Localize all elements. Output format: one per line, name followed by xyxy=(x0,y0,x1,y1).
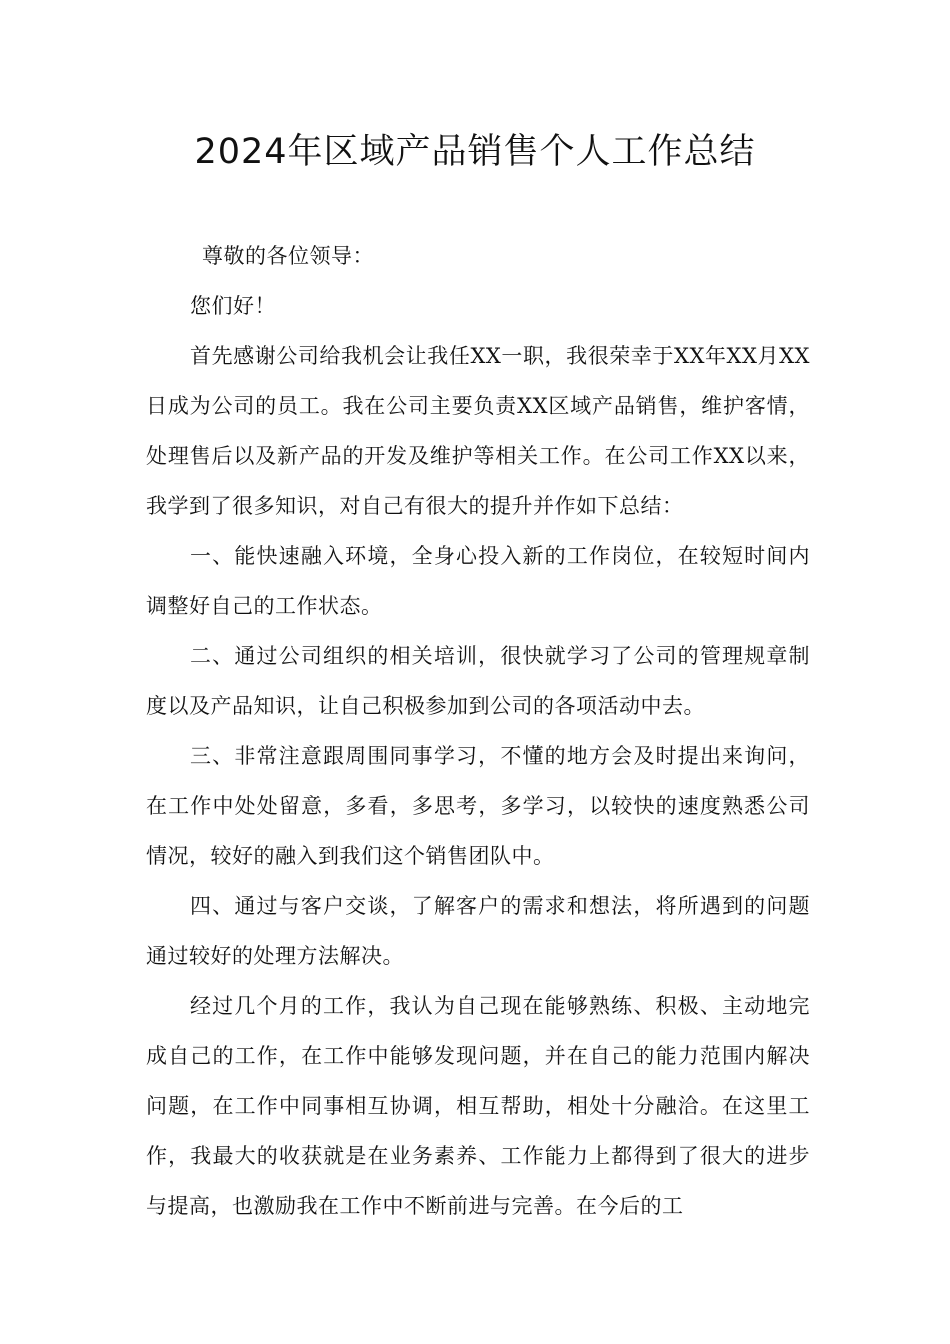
paragraph-point-2: 二、通过公司组织的相关培训，很快就学习了公司的管理规章制度以及产品知识，让自己积极参加到公司的各项活动中去。 xyxy=(146,644,810,718)
paragraph-point-1: 一、能快速融入环境，全身心投入新的工作岗位，在较短时间内调整好自己的工作状态。 xyxy=(146,544,810,618)
document-body xyxy=(146,231,810,1231)
paragraph-point-4: 四、通过与客户交谈，了解客户的需求和想法，将所遇到的问题通过较好的处理方法解决。 xyxy=(146,894,810,968)
paragraph-intro: 首先感谢公司给我机会让我任XX一职，我很荣幸于XX年XX月XX日成为公司的员工。我在公司主要负责XX区域产品销售，维护客情，处理售后以及新产品的开发及维护等相关工作。在公司工作XX以来，我学到了很多知识，对自己有很大的提升并作如下总结： xyxy=(146,344,810,518)
paragraph-conclusion: 经过几个月的工作，我认为自己现在能够熟练、积极、主动地完成自己的工作，在工作中能够发现问题，并在自己的能力范围内解决问题，在工作中同事相互协调，相互帮助，相处十分融洽。在这里工作，我最大的收获就是在业务素养、工作能力上都得到了很大的进步与提高，也激励我在工作中不断前进与完善。在今后的工 xyxy=(146,994,810,1218)
salutation: 尊敬的各位领导： xyxy=(202,244,374,268)
document-title: 2024年区域产品销售个人工作总结 xyxy=(194,132,756,172)
paragraph-point-3: 三、非常注意跟周围同事学习，不懂的地方会及时提出来询问，在工作中处处留意，多看，多思考，多学习，以较快的速度熟悉公司情况，较好的融入到我们这个销售团队中。 xyxy=(146,744,810,868)
greeting: 您们好！ xyxy=(190,294,276,318)
